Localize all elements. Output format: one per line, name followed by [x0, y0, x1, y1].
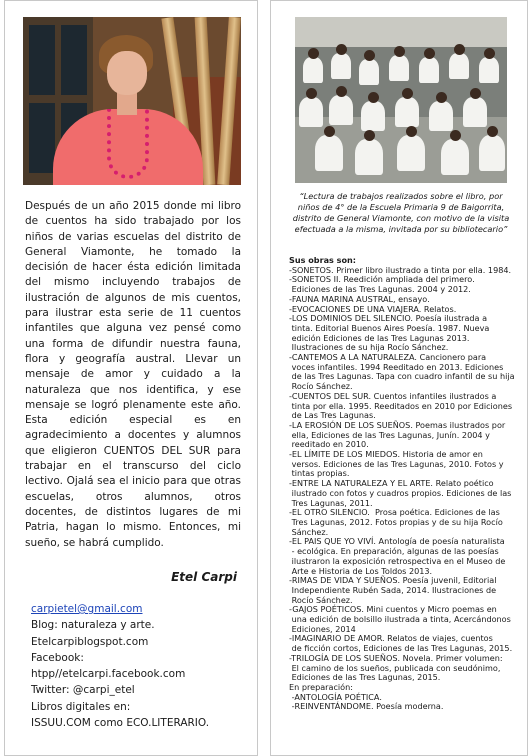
- work-entry: El camino de los sueños, publicada con seudónimo,: [289, 662, 501, 673]
- contact-line: Blog: naturaleza y arte.: [31, 619, 155, 632]
- student-figure: [429, 101, 453, 131]
- student-figure: [355, 139, 383, 175]
- work-entry: de ficción cortos, Ediciones de las Tres Lagunas, 2015.: [289, 643, 513, 654]
- contact-line: Etelcarpiblogspot.com: [31, 635, 149, 648]
- work-entry: Arte e Historia de Los Toldos 2013.: [289, 565, 433, 576]
- statement-line: Patria, hagan lo mismo. Entonces, mi: [25, 521, 241, 534]
- work-entry: -CANTEMOS A LA NATURALEZA. Cancionero para: [289, 352, 487, 363]
- work-entry: de Las Tres Lagunas.: [289, 410, 376, 421]
- student-figure: [463, 97, 487, 127]
- work-entry: Tres Lagunas, 2011.: [289, 497, 373, 508]
- author-statement: [25, 199, 241, 551]
- work-entry: tintas propias.: [289, 468, 350, 479]
- work-entry: de las Tres Lagunas. Tapa con cuadro infantil de su hija: [289, 371, 515, 382]
- work-entry: ella, Ediciones de las Tres Lagunas, Junín. 2004 y: [289, 429, 490, 440]
- student-figure: [331, 53, 351, 79]
- statement-line: lectivo. Ojalá sea el inicio para que otras: [25, 475, 241, 488]
- statement-line: que eligieron CUENTOS DEL SUR para: [25, 444, 241, 457]
- statement-line: del mismo incluyendo trabajos de: [25, 276, 241, 289]
- work-entry: reeditado en 2010.: [289, 439, 369, 450]
- student-figure: [395, 97, 419, 127]
- work-entry: Ilustraciones de su hija Rocío Sánchez.: [289, 342, 449, 353]
- student-figure: [397, 135, 425, 171]
- classroom-photo: [295, 17, 507, 183]
- student-figure: [419, 57, 439, 83]
- statement-line: ilustración de algunos de mis cuentos,: [25, 291, 241, 304]
- statement-line: flora y geografía austral. Llevar un: [25, 352, 241, 365]
- work-entry: - ecológica. En preparación, algunas de las poesías: [289, 546, 499, 557]
- student-figure: [479, 57, 499, 83]
- signature: Etel Carpi: [171, 570, 237, 584]
- student-figure: [299, 97, 323, 127]
- statement-line: trabajar en el transcurso del ciclo: [25, 460, 241, 473]
- caption-line: efectuada a la misma, invitada por su bibliotecario”: [294, 224, 508, 234]
- work-entry: tinta por ella. 1995. Reeditados en 2010 por Ediciones: [289, 400, 513, 411]
- work-entry: -IMAGINARIO DE AMOR. Relatos de viajes, cuentos: [289, 633, 493, 644]
- work-entry: una edición de bolsillo ilustrada a tinta, Acercándonos: [289, 614, 511, 625]
- work-entry: Rocío Sánchez.: [289, 381, 353, 392]
- statement-line: una forma de difundir nuestra fauna,: [25, 337, 241, 350]
- work-entry: Ediciones de las Tres Lagunas. 2004 y 2012.: [289, 284, 471, 295]
- work-entry: -SONETOS II. Reedición ampliada del primero.: [289, 274, 475, 285]
- author-photo: [23, 17, 241, 185]
- work-entry: tinta. Editorial Buenos Aires Poesía. 1987. Nueva: [289, 322, 490, 333]
- work-entry: Sánchez.: [289, 526, 329, 537]
- contact-line: Libros digitales en:: [31, 700, 131, 713]
- work-entry: -EVOCACIONES DE UNA VIAJERA. Relatos.: [289, 303, 457, 314]
- face: [107, 51, 147, 95]
- statement-line: para ilustrar esta serie de 11 cuentos: [25, 307, 241, 320]
- work-entry: -LOS DOMINIOS DEL SILENCIO. Poesía ilustrada a: [289, 313, 488, 324]
- work-entry: Ediciones, 2014: [289, 623, 356, 634]
- prep-entry: -ANTOLOGÍA POÉTICA.: [289, 691, 382, 702]
- student-figure: [329, 95, 353, 125]
- student-figure: [479, 135, 505, 171]
- work-entry: -TRILOGÍA DE LOS SUEÑOS. Novela. Primer volumen:: [289, 652, 503, 663]
- statement-line: infantiles que alguna vez pensé como: [25, 322, 241, 335]
- work-entry: voces infantiles. 1994 Reeditado en 2013. Ediciones: [289, 361, 504, 372]
- caption-line: distrito de General Viamonte, con motivo de la visita: [292, 213, 510, 223]
- statement-line: Esta edición especial es en: [25, 414, 241, 427]
- contact-info: [31, 601, 253, 731]
- student-figure: [303, 57, 323, 83]
- contact-line: ISSUU.COM como ECO.LITERARIO.: [31, 717, 210, 730]
- work-entry: -LA EROSIÓN DE LOS SUEÑOS. Poemas ilustrados por: [289, 419, 506, 430]
- work-entry: -CUENTOS DEL SUR. Cuentos infantiles ilustrados a: [289, 390, 497, 401]
- right-page: [270, 0, 528, 756]
- statement-line: niños de varias escuelas del distrito de: [25, 230, 241, 243]
- work-entry: -EL LÍMITE DE LOS MIEDOS. Historia de amor en: [289, 449, 483, 460]
- student-figure: [441, 139, 469, 175]
- work-entry: ilustrado con fotos y cuadros propios. Ediciones de las: [289, 487, 512, 498]
- photo-caption: [285, 191, 517, 235]
- statement-line: mensaje se logró plenamente este año.: [25, 398, 241, 411]
- statement-line: escuelas, otros alumnos, otros: [25, 490, 241, 503]
- work-entry: -EL OTRO SILENCIO. Prosa poética. Ediciones de las: [289, 507, 500, 518]
- contact-line: Facebook:: [31, 651, 84, 664]
- work-entry: -FAUNA MARINA AUSTRAL, ensayo.: [289, 293, 430, 304]
- caption-line: “Lectura de trabajos realizados sobre el libro, por: [299, 191, 503, 201]
- student-figure: [449, 53, 469, 79]
- statement-line: sueño, se habrá cumplido.: [25, 536, 164, 549]
- work-entry: ilustraron la exposición retrospectiva en el Museo de: [289, 555, 506, 566]
- work-entry: -ENTRE LA NATURALEZA Y EL ARTE. Relato poético: [289, 478, 494, 489]
- statement-line: de cuentos ha sido trabajado por los: [25, 215, 241, 228]
- left-page: [4, 0, 258, 756]
- work-entry: Ediciones de las Tres Lagunas, 2015.: [289, 672, 441, 683]
- caption-line: niños de 4° de la Escuela Primaria 9 de Baigorrita,: [297, 202, 505, 212]
- statement-line: docentes, de distintos lugares de mi: [25, 505, 241, 518]
- contact-line: Twitter: @carpi_etel: [31, 684, 135, 697]
- work-entry: Tres Lagunas, 2012. Fotos propias y de su hija Rocío: [289, 516, 503, 527]
- work-entry: versos. Ediciones de las Tres Lagunas, 2010. Fotos y: [289, 458, 504, 469]
- prep-entry: -REINVENTÁNDOME. Poesía moderna.: [289, 701, 444, 712]
- necklace: [107, 109, 149, 179]
- statement-line: mensaje de amor y cuidado a la: [25, 368, 241, 381]
- student-figure: [361, 101, 385, 131]
- statement-line: agradecimiento a docentes y alumnos: [25, 429, 241, 442]
- work-entry: -GAJOS POÉTICOS. Mini cuentos y Micro poemas en: [289, 604, 497, 615]
- email-link[interactable]: carpietel@gmail.com: [31, 603, 143, 615]
- student-figure: [359, 59, 379, 85]
- prep-heading: En preparación:: [289, 681, 353, 692]
- statement-line: naturaleza que nos identifica, y ese: [25, 383, 241, 396]
- work-entry: -EL PAIS QUE YO VIVÍ. Antología de poesía naturalista: [289, 536, 505, 547]
- work-entry: -SONETOS. Primer libro ilustrado a tinta por ella. 1984.: [289, 264, 512, 275]
- work-entry: -RIMAS DE VIDA Y SUEÑOS. Poesía juvenil, Editorial: [289, 575, 497, 586]
- contact-line: htpp//etelcarpi.facebook.com: [31, 668, 186, 681]
- works-list: [289, 256, 517, 712]
- statement-line: decisión de hacer ésta edición limitada: [25, 261, 241, 274]
- statement-line: Después de un año 2015 donde mi libro: [25, 200, 241, 212]
- work-entry: edición Ediciones de las Tres Lagunas 2013.: [289, 332, 470, 343]
- student-figure: [315, 135, 343, 171]
- work-entry: Rocío Sánchez.: [289, 594, 353, 605]
- work-entry: Independiente Rubén Sada, 2014. Ilustraciones de: [289, 584, 497, 595]
- works-heading: Sus obras son:: [289, 255, 357, 265]
- student-figure: [389, 55, 409, 81]
- statement-line: General Viamonte, he tomado la: [25, 245, 241, 258]
